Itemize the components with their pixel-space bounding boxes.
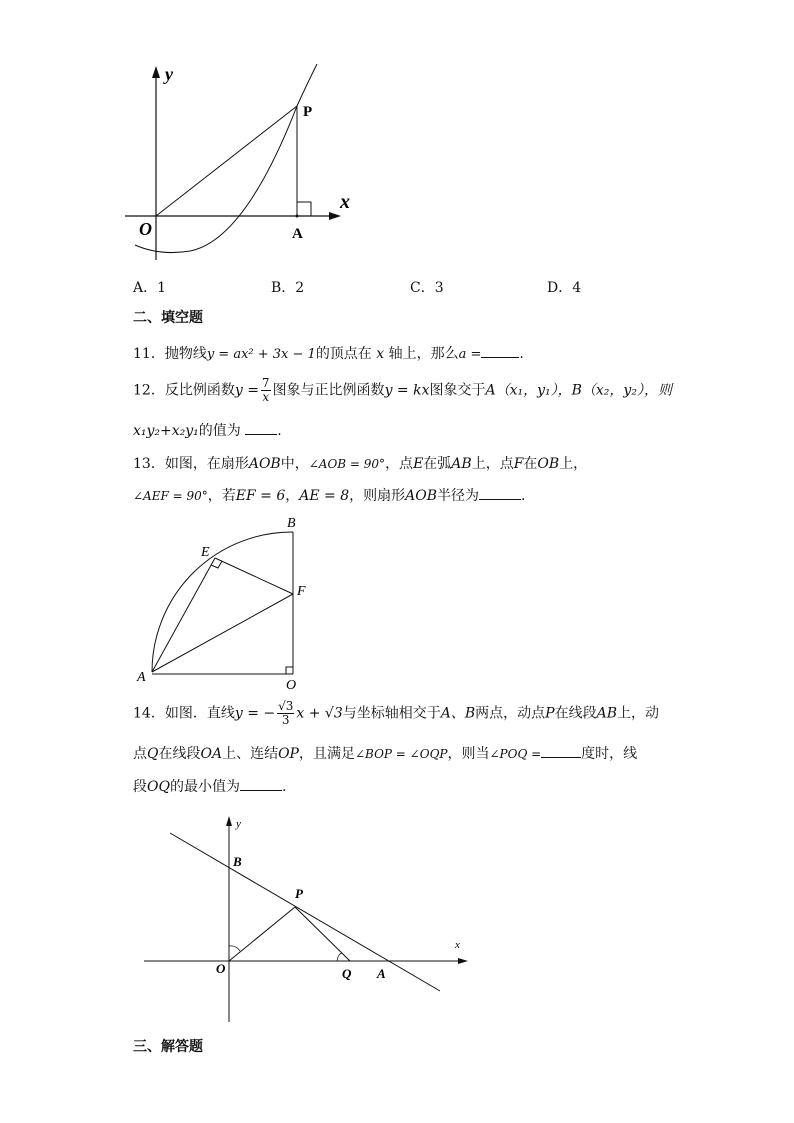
point-a-dot [296,215,299,218]
figure-parabola [125,60,365,265]
option-a[interactable]: A．1 [133,280,167,296]
y-axis-arrow [152,66,160,78]
segment-op [229,907,295,961]
x-label: x [340,191,350,213]
question-14-line1: 14．如图．直线y = − $\frac{√3}{3}$ x + √3与坐标轴相交于A、B两点，动点P在线段AB上，动 [133,699,659,727]
q14-angle-blank[interactable] [541,745,581,758]
right-angle-o [286,667,293,674]
arc-ab [152,532,293,672]
y-label: y [165,64,173,84]
label-y: y [236,818,241,830]
a-label: A [292,226,303,242]
q13-answer-blank[interactable] [479,487,521,500]
label-b: B [233,854,242,869]
option-d[interactable]: D．4 [547,280,582,296]
p-label: P [303,104,313,120]
section-answer-header: 三、解答题 [133,1039,203,1055]
q12-answer-blank[interactable] [245,422,277,435]
figure-coordinate-line [140,812,475,1027]
angle-mark-o [229,946,240,951]
question-13-line2: ∠AEF = 90°，若EF = 6，AE = 8，则扇形AOB半径为 . [133,488,526,504]
option-b[interactable]: B．2 [271,280,305,296]
question-14-line3: 段OQ的最小值为 . [133,779,287,795]
label-e: E [201,545,210,560]
question-12-line2: x₁y₂+x₂y₁的值为 . [133,423,282,439]
q14-min-blank[interactable] [240,778,282,791]
label-b: B [287,516,296,531]
question-12-line1: 12．反比例函数y = $\frac{7}{x}$ 图象与正比例函数y = kx图象交于A（x₁，y₁），B（x₂，y₂），则 [133,376,672,404]
x-axis-arrow [458,958,468,964]
angle-mark-q [337,953,342,961]
option-c[interactable]: C．3 [410,280,444,296]
question-14-line2: 点Q在线段OA上、连结OP，且满足∠BOP = ∠OQP，则当∠POQ = 度时，线 [133,746,638,762]
fraction-7-over-x: $\frac{7}{x}$ [261,376,270,404]
line-ab [170,833,440,991]
origin-label: O [139,219,152,239]
question-13-line1: 13．如图，在扇形AOB中，∠AOB = 90°，点E在弧AB上，点F在OB上， [133,456,588,472]
y-axis-arrow [226,816,232,826]
label-x: x [455,939,460,951]
segment-op [156,106,297,216]
label-p: P [295,886,303,901]
question-11: 11．抛物线y = ax² + 3x − 1的顶点在 x 轴上，那么a = . [133,346,524,362]
section-fill-blank-header: 二、填空题 [133,310,203,326]
fraction-sqrt3-over-3: $\frac{√3}{3}$ [278,699,294,727]
label-o: O [216,961,226,976]
label-o: O [286,678,297,693]
label-f: F [297,584,306,599]
x-axis-arrow [329,212,341,220]
label-a: A [377,966,386,981]
q11-answer-blank[interactable] [481,345,519,358]
figure-sector [135,512,310,693]
right-angle-mark [297,202,311,216]
label-q: Q [342,966,352,981]
segment-ef [215,558,293,594]
parabola-curve [135,64,317,253]
label-a: A [137,670,146,685]
